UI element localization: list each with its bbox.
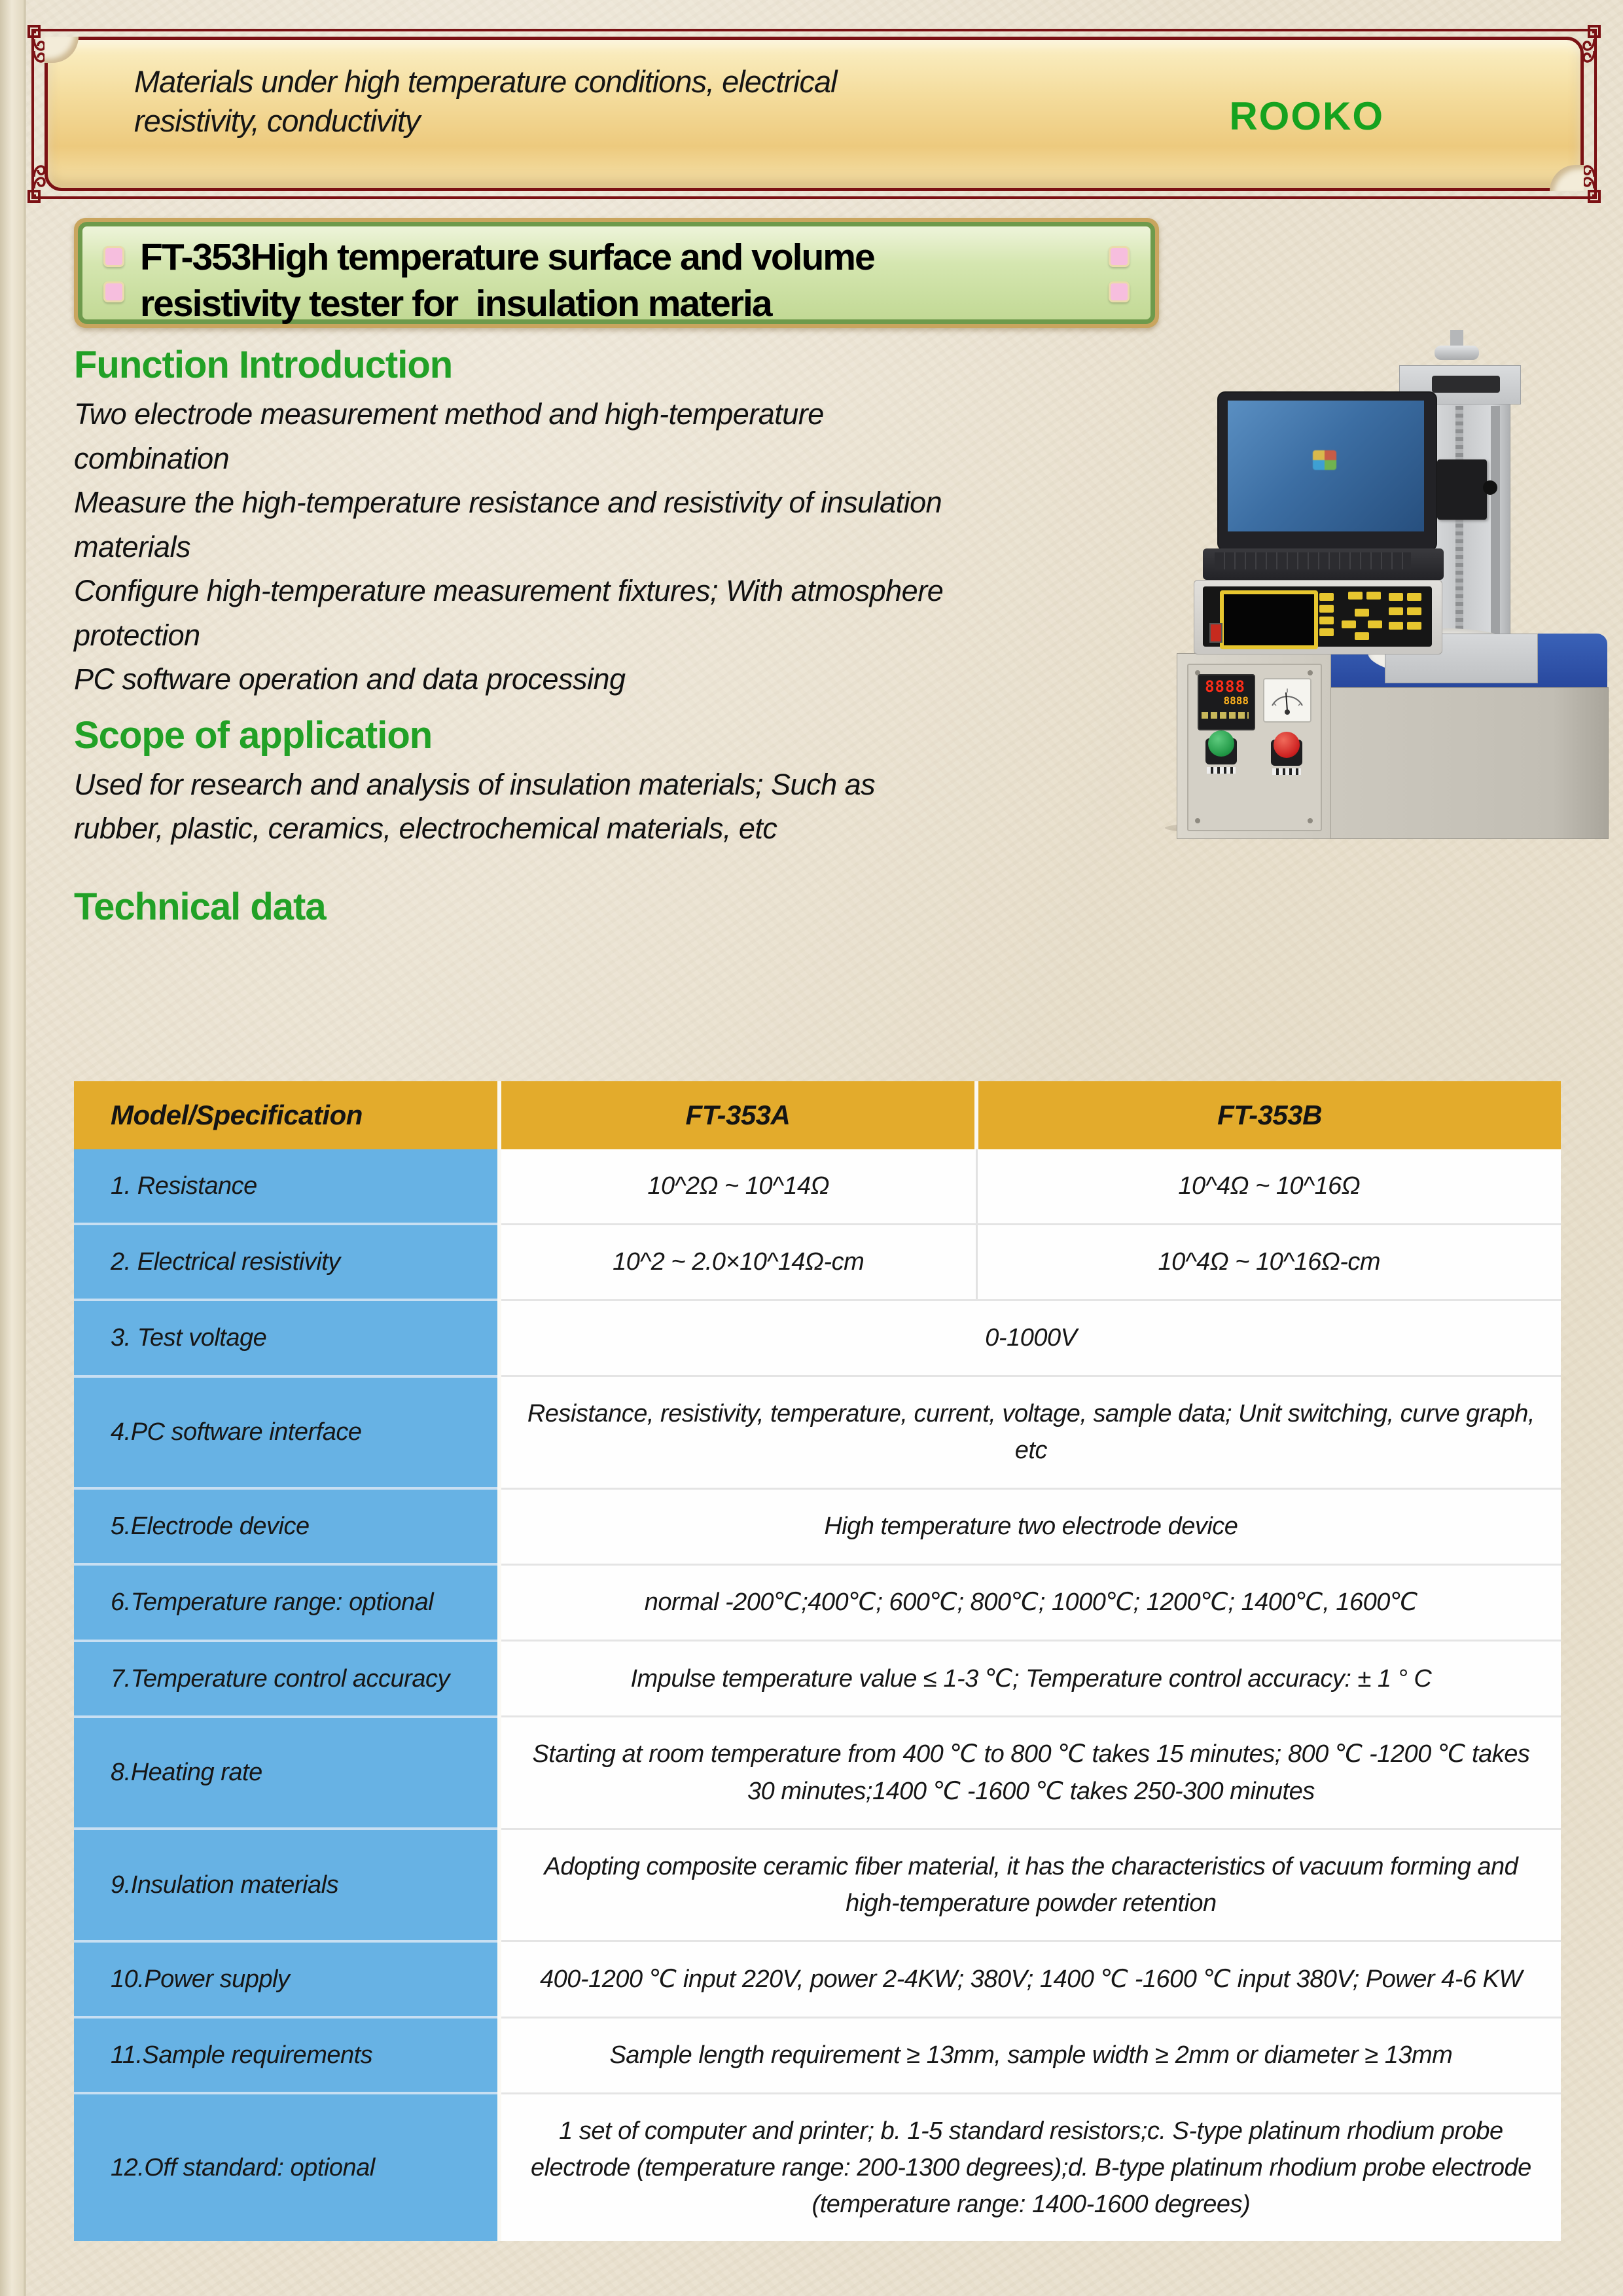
- banner-frame: [31, 29, 1597, 199]
- scope-of-application-text: [74, 762, 1172, 851]
- meter-key: [1407, 622, 1421, 630]
- spec-label-cell: 3. Test voltage: [74, 1300, 499, 1376]
- product-title-bar: [74, 218, 1159, 328]
- furnace-chassis: [1330, 687, 1609, 839]
- ribbon-fold: [1550, 165, 1584, 191]
- intro-line: Measure the high-temperature resistance and resistivity of insulation: [74, 486, 942, 519]
- spec-label-cell: 9.Insulation materials: [74, 1829, 499, 1941]
- table-row: [74, 1641, 1561, 1717]
- meter-key: [1407, 607, 1421, 615]
- meter-power-switch: [1209, 623, 1222, 643]
- meter-key: [1389, 622, 1403, 630]
- z-stage-carriage: [1437, 459, 1487, 520]
- table-row: [74, 2093, 1561, 2241]
- intro-line: PC software operation and data processing: [74, 662, 626, 696]
- scope-line: Used for research and analysis of insulation materials; Such as: [74, 767, 876, 801]
- table-row: [74, 1149, 1561, 1224]
- product-title: [140, 234, 874, 328]
- banner-title-line1: Materials under high temperature conditions, electrical: [134, 64, 837, 99]
- meter-key: [1342, 620, 1356, 628]
- spec-value-ft353b: 10^4Ω ~ 10^16Ω: [976, 1149, 1561, 1224]
- ammeter-dial: [1264, 679, 1310, 721]
- table-row: [74, 1224, 1561, 1300]
- scope-of-application-heading: Scope of application: [74, 713, 433, 757]
- function-introduction-text: [74, 392, 1172, 702]
- table-row: [74, 1829, 1561, 1941]
- pin-decoration: [103, 246, 124, 267]
- table-row: [74, 1564, 1561, 1640]
- meter-key: [1355, 609, 1369, 617]
- intro-line: materials: [74, 529, 191, 564]
- header-ft-353a: FT-353A: [499, 1081, 976, 1149]
- spec-value-shared: normal -200℃;400℃; 600℃; 800℃; 1000℃; 1200℃; 1400℃, 1600℃: [499, 1564, 1561, 1640]
- product-title-panel: [78, 222, 1155, 324]
- z-stage-handwheel: [1435, 346, 1479, 360]
- table-row: [74, 1488, 1561, 1564]
- spec-table: [74, 1081, 1561, 2241]
- meter-key: [1319, 628, 1334, 636]
- product-title-line1: FT-353High temperature surface and volume: [140, 236, 874, 278]
- gold-ribbon-banner: [45, 37, 1584, 191]
- spec-table-header-row: [74, 1081, 1561, 1149]
- product-photo: [1152, 321, 1610, 844]
- laptop-keys: [1215, 552, 1411, 569]
- meter-key: [1366, 592, 1381, 600]
- spec-label-cell: 2. Electrical resistivity: [74, 1224, 499, 1300]
- spec-value-shared: Sample length requirement ≥ 13mm, sample width ≥ 2mm or diameter ≥ 13mm: [499, 2017, 1561, 2093]
- spec-label-cell: 6.Temperature range: optional: [74, 1564, 499, 1640]
- meter-key: [1368, 620, 1382, 628]
- content-column: [74, 343, 1172, 851]
- spec-label-cell: 12.Off standard: optional: [74, 2093, 499, 2241]
- ribbon-fold: [45, 37, 79, 63]
- spec-value-shared: 0-1000V: [499, 1300, 1561, 1376]
- product-title-line2: resistivity tester for insulation materia: [140, 283, 772, 325]
- meter-key: [1319, 593, 1334, 601]
- green-start-button: [1208, 730, 1234, 757]
- banner-title: [134, 62, 837, 141]
- meter-key: [1389, 593, 1403, 601]
- banner-title-line2: resistivity, conductivity: [134, 103, 420, 139]
- spec-label-cell: 11.Sample requirements: [74, 2017, 499, 2093]
- table-row: [74, 2017, 1561, 2093]
- meter-key: [1355, 632, 1369, 640]
- pin-decoration: [1109, 281, 1130, 302]
- z-stage-carriage-knob: [1483, 480, 1497, 495]
- spec-value-ft353a: 10^2Ω ~ 10^14Ω: [499, 1149, 976, 1224]
- button-label-strip: [1207, 767, 1236, 774]
- spec-value-shared: 400-1200 ℃ input 220V, power 2-4KW; 380V; 1400 ℃ -1600 ℃ input 380V; Power 4-6 KW: [499, 1941, 1561, 2017]
- table-row: [74, 1941, 1561, 2017]
- brand-logo: ROOKO: [1229, 94, 1384, 138]
- spec-label-cell: 7.Temperature control accuracy: [74, 1641, 499, 1717]
- scope-line: rubber, plastic, ceramics, electrochemical materials, etc: [74, 812, 777, 845]
- z-stage-leadscrew: [1455, 406, 1463, 636]
- pin-decoration: [103, 281, 124, 302]
- spec-value-shared: Resistance, resistivity, temperature, current, voltage, sample data; Unit switching, curve graph, etc: [499, 1376, 1561, 1488]
- technical-data-heading: Technical data: [74, 886, 326, 928]
- spec-label-cell: 5.Electrode device: [74, 1488, 499, 1564]
- table-row: [74, 1717, 1561, 1829]
- windows-logo-icon: [1313, 450, 1336, 470]
- pin-decoration: [1109, 246, 1130, 267]
- table-row: [74, 1376, 1561, 1488]
- resistivity-meter-display: [1220, 590, 1318, 649]
- intro-line: combination: [74, 441, 230, 475]
- controller-pv-display: 8888: [1205, 677, 1245, 696]
- meter-key: [1348, 592, 1363, 600]
- meter-needle: [1286, 692, 1287, 711]
- page-edge-texture: [0, 0, 26, 2296]
- red-stop-button: [1274, 732, 1300, 758]
- spec-label-cell: 10.Power supply: [74, 1941, 499, 2017]
- analog-ammeter: [1263, 678, 1311, 723]
- door-screw: [1308, 670, 1313, 675]
- table-row: [74, 1300, 1561, 1376]
- function-introduction-heading: Function Introduction: [74, 344, 453, 386]
- spec-value-shared: Starting at room temperature from 400 ℃ to 800 ℃ takes 15 minutes; 800 ℃ -1200 ℃ takes 30 minutes;1400 ℃ -1600 ℃ takes 250-300 minutes: [499, 1717, 1561, 1829]
- spec-value-shared: Adopting composite ceramic fiber material, it has the characteristics of vacuum forming and high-temperature powder retention: [499, 1829, 1561, 1941]
- meter-key: [1319, 605, 1334, 613]
- intro-line: Configure high-temperature measurement fixtures; With atmosphere: [74, 574, 944, 607]
- meter-key: [1319, 617, 1334, 624]
- spec-table-body: [74, 1149, 1561, 2241]
- intro-line: Two electrode measurement method and high-temperature: [74, 397, 824, 431]
- intro-line: protection: [74, 618, 200, 652]
- header-model-specification: Model/Specification: [74, 1081, 499, 1149]
- meter-key: [1389, 607, 1403, 615]
- door-screw: [1308, 818, 1313, 823]
- spec-label-cell: 1. Resistance: [74, 1149, 499, 1224]
- spec-value-ft353b: 10^4Ω ~ 10^16Ω-cm: [976, 1224, 1561, 1300]
- controller-keys: [1202, 712, 1249, 719]
- spec-value-shared: Impulse temperature value ≤ 1-3 ℃; Temperature control accuracy: ± 1 ° C: [499, 1641, 1561, 1717]
- spec-value-shared: 1 set of computer and printer; b. 1-5 standard resistors;c. S-type platinum rhodium probe electrode (temperature range: 200-1300 degrees);d. B-type platinum rhodium probe electrode (temperature range: 1400-1600 degrees): [499, 2093, 1561, 2241]
- meter-key: [1407, 593, 1421, 601]
- z-stage-clamp: [1432, 376, 1500, 393]
- z-stage-rail: [1491, 406, 1500, 636]
- header-ft-353b: FT-353B: [976, 1081, 1561, 1149]
- door-screw: [1195, 818, 1200, 823]
- controller-sv-display: 8888: [1223, 694, 1249, 707]
- button-label-strip: [1272, 768, 1301, 775]
- spec-value-shared: High temperature two electrode device: [499, 1488, 1561, 1564]
- spec-value-ft353a: 10^2 ~ 2.0×10^14Ω-cm: [499, 1224, 976, 1300]
- spec-label-cell: 8.Heating rate: [74, 1717, 499, 1829]
- spec-label-cell: 4.PC software interface: [74, 1376, 499, 1488]
